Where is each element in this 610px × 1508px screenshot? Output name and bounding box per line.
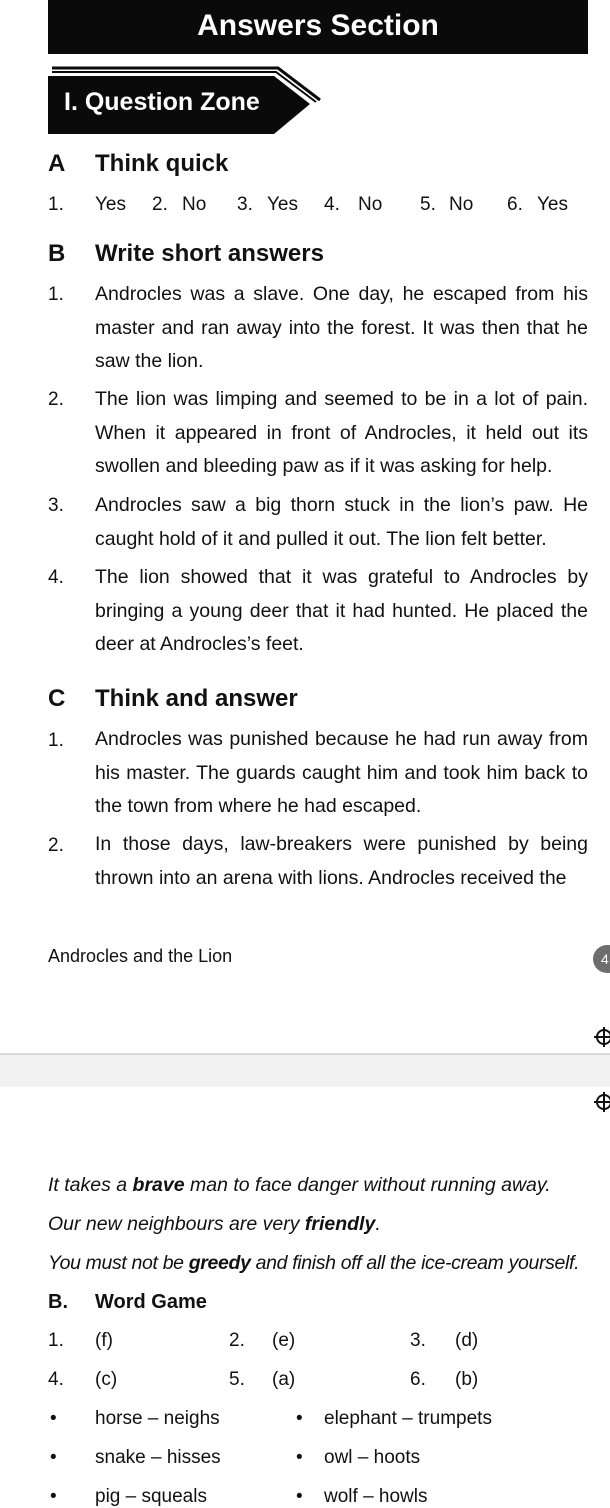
answers-section-banner: Answers Section [48,0,588,54]
answer-text: In those days, law-breakers were punished by being thrown into an arena with lions. Androcles received the [95,833,588,889]
match-number: 2. [229,1330,245,1351]
registration-mark-icon [594,1092,610,1112]
match-number: 4. [48,1369,64,1390]
animal-sound-item: owl – hoots [324,1447,421,1468]
tq-num: 2. [152,194,168,215]
match-number: 6. [410,1369,426,1390]
bullet-icon: • [296,1486,303,1507]
match-number: 5. [229,1369,245,1390]
answer-number: 1. [48,730,64,751]
section-letter: B [48,240,66,267]
registration-mark-icon [594,1027,610,1047]
match-number: 1. [48,1330,64,1351]
section-title: Think quick [95,150,229,177]
question-zone-title: I. Question Zone [64,88,260,116]
section-title: Think and answer [95,685,298,712]
bullet-icon: • [50,1447,57,1468]
match-answer: (a) [272,1369,296,1390]
match-answer: (f) [95,1330,113,1351]
example-sentence: Our new neighbours are very friendly. [48,1213,381,1235]
tq-answer: Yes [267,194,298,215]
match-answer: (c) [95,1369,118,1390]
match-answer: (b) [455,1369,479,1390]
tq-num: 4. [324,194,340,215]
answer-text: The lion showed that it was grateful to Androcles by bringing a young deer that it had hunted. He placed the deer at Androcles’s feet. [95,566,588,655]
bullet-icon: • [296,1408,303,1429]
tq-answer: Yes [95,194,126,215]
section-title: Write short answers [95,240,324,267]
example-sentence: It takes a brave man to face danger without running away. [48,1174,551,1196]
answer-number: 2. [48,389,64,410]
tq-num: 5. [420,194,436,215]
word-game-heading [48,1291,207,1314]
animal-sound-item: horse – neighs [95,1408,220,1429]
answer-text: Androcles saw a big thorn stuck in the lion’s paw. He caught hold of it and pulled it out. The lion felt better. [95,494,588,550]
answer-page-bottom [0,1087,610,1507]
section-b-heading [48,240,324,268]
answer-number: 2. [48,835,64,856]
section-letter: C [48,685,66,712]
section-a-heading [48,150,228,178]
section-letter: A [48,150,66,177]
animal-sound-item: pig – squeals [95,1486,207,1507]
answer-number: 3. [48,495,64,516]
animal-sound-item: wolf – howls [324,1486,428,1507]
answer-text: Androcles was a slave. One day, he escaped from his master and ran away into the forest. It was then that he saw the lion. [95,283,588,372]
bullet-icon: • [50,1486,57,1507]
section-letter: B. [48,1291,68,1313]
page-number-badge: 4 [593,945,610,973]
tq-answer: No [449,194,474,215]
tq-num: 6. [507,194,523,215]
question-zone-header [48,66,324,144]
match-answer: (e) [272,1330,296,1351]
match-number: 3. [410,1330,426,1351]
tq-num: 1. [48,194,64,215]
tq-answer: No [358,194,383,215]
page-separator [0,1053,610,1087]
answer-number: 1. [48,284,64,305]
animal-sound-item: elephant – trumpets [324,1408,492,1429]
bullet-icon: • [296,1447,303,1468]
animal-sound-item: snake – hisses [95,1447,221,1468]
tq-answer: No [182,194,207,215]
bullet-icon: • [50,1408,57,1429]
section-c-heading [48,685,298,713]
section-title: Word Game [95,1291,207,1313]
example-sentence: You must not be greedy and finish off all the ice-cream yourself. [48,1252,580,1274]
tq-answer: Yes [537,194,568,215]
footer-chapter-title: Androcles and the Lion [48,946,233,966]
answer-number: 4. [48,567,64,588]
answer-text: Androcles was punished because he had run away from his master. The guards caught him and took him back to the town from where he had escaped. [95,728,588,817]
match-answer: (d) [455,1330,479,1351]
answer-text: The lion was limping and seemed to be in a lot of pain. When it appeared in front of Androcles, it held out its swollen and bleeding paw as if it was asking for help. [95,388,588,477]
tq-num: 3. [237,194,253,215]
